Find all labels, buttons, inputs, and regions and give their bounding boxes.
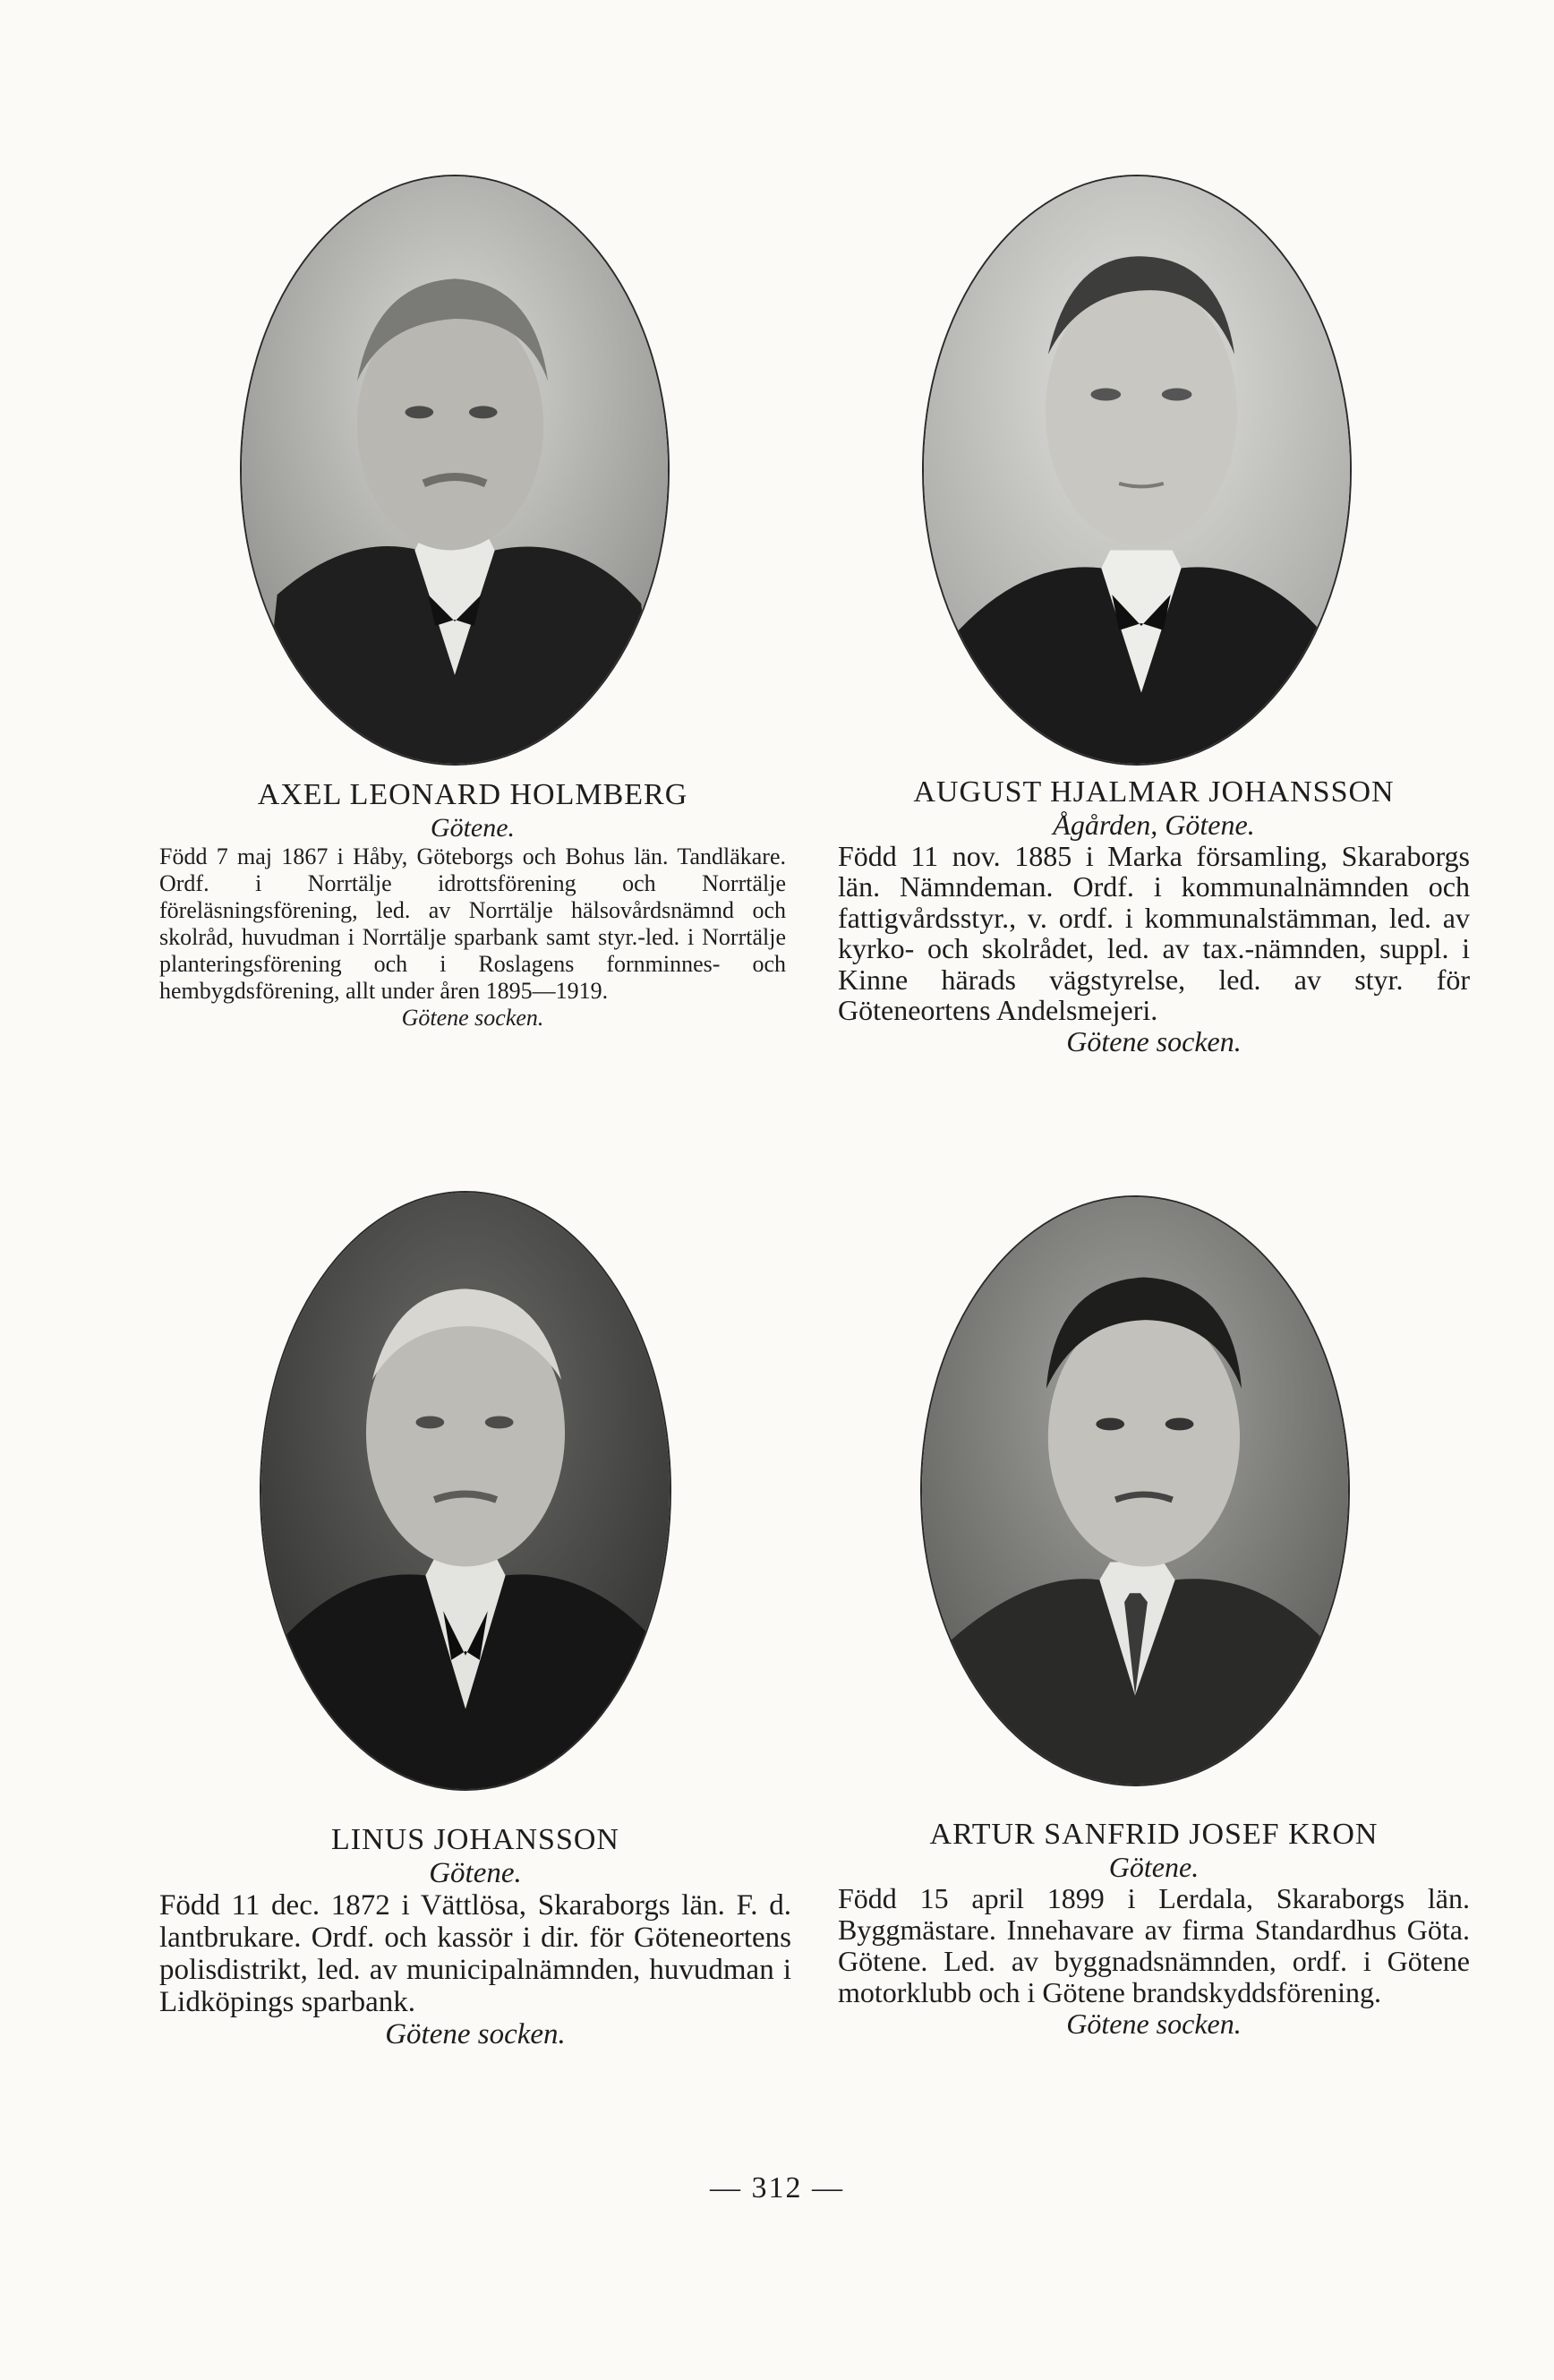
entry-bio: Född 7 maj 1867 i Håby, Göteborgs och Bohus län. Tandläkare. Ordf. i Norrtälje idrottsförening och Norrtälje föreläsningsförening, led. av Norrtälje hälsovårdsnämnd och skolråd, huvudman i Norrtälje sparbank samt styr.-led. i Norrtälje planteringsförening och i Roslagens fornminnes- och hembygdsförening, allt under åren 1895—1919. <box>159 843 786 1004</box>
portrait-linus-johansson <box>260 1191 671 1791</box>
entry-caption-linus-johansson <box>159 1823 791 2050</box>
entry-bio: Född 11 nov. 1885 i Marka församling, Skaraborgs län. Nämndeman. Ordf. i kommunalnämnden och fattigvårdsstyr., v. ordf. i kommunalstämman, led. av kyrko- och skolrådet, led. av tax.-nämnden, suppl. i Kinne härads vägstyrelse, led. av styr. för Göteneortens Andelsmejeri. <box>838 839 1470 1026</box>
entry-caption-holmberg <box>159 777 786 1032</box>
entry-name: LINUS JOHANSSON <box>331 1823 619 1856</box>
entry-parish: Götene socken. <box>385 2018 566 2050</box>
portrait-artur-sanfrid-josef-kron <box>920 1195 1350 1786</box>
entry-name: AUGUST HJALMAR JOHANSSON <box>913 775 1395 809</box>
portrait-august-hjalmar-johansson <box>922 175 1352 766</box>
entry-bio: Född 15 april 1899 i Lerdala, Skaraborgs län. Byggmästare. Innehavare av firma Standardhus Göta. Götene. Led. av byggnadsnämnden, ordf. i Götene motorklubb och i Götene brandskyddsförening. <box>838 1882 1470 2008</box>
entry-parish: Götene socken. <box>401 1005 544 1031</box>
entry-parish: Götene socken. <box>1066 2008 1242 2040</box>
entry-place: Götene. <box>429 1857 522 1889</box>
entry-caption-kron <box>838 1818 1470 2040</box>
entry-name: ARTUR SANFRID JOSEF KRON <box>929 1818 1379 1851</box>
entry-bio: Född 11 dec. 1872 i Vättlösa, Skaraborgs län. F. d. lantbrukare. Ordf. och kassör i dir. för Göteneortens polisdistrikt, led. av municipalnämnden, huvudman i Lidköpings sparbank. <box>159 1889 791 2018</box>
entry-name: AXEL LEONARD HOLMBERG <box>257 778 688 811</box>
entry-place: Götene. <box>430 813 516 843</box>
entry-parish: Götene socken. <box>1066 1024 1242 1057</box>
entry-place: Götene. <box>1108 1851 1200 1883</box>
page-number: — 312 — <box>710 2171 844 2204</box>
portrait-axel-leonard-holmberg <box>240 175 670 766</box>
entry-place: Ågården, Götene. <box>1053 809 1255 841</box>
entry-caption-august-johansson <box>838 775 1470 1057</box>
